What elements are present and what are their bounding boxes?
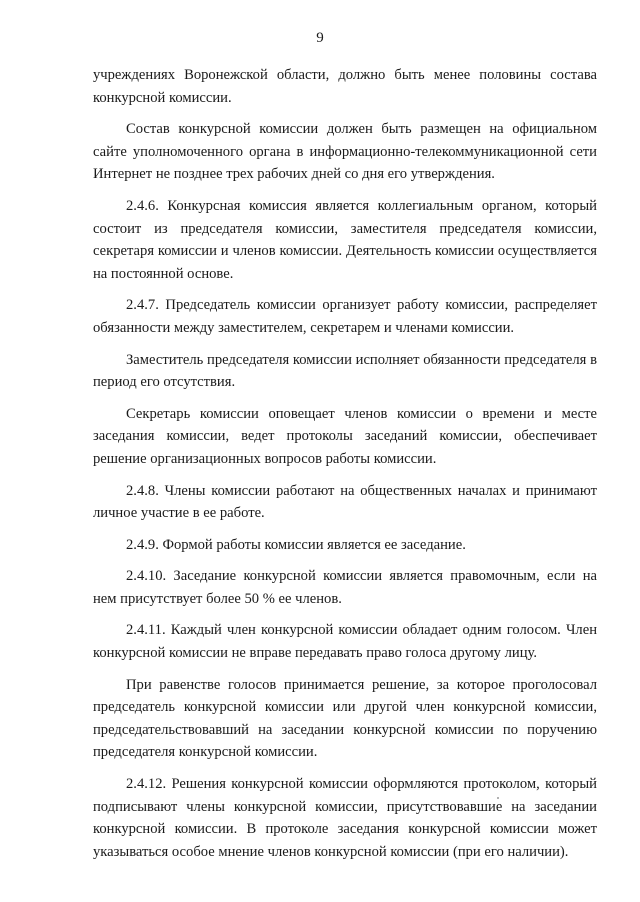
paragraph-continuation: учреждениях Воронежской области, должно быть менее половины состава конкурсной комиссии. bbox=[93, 67, 597, 106]
paragraph-2-4-7: 2.4.7. Председатель комиссии организует работу комиссии, распределяет обязанности между заместителем, секретарем и членами комиссии. bbox=[93, 297, 597, 336]
paragraph-commission-publication: Состав конкурсной комиссии должен быть размещен на официальном сайте уполномоченного органа в информационно-телекоммуникационной сети Интернет не позднее трех рабочих дней со дня его утверждения. bbox=[93, 121, 597, 183]
paragraph-2-4-6: 2.4.6. Конкурсная комиссия является коллегиальным органом, который состоит из председателя комиссии, заместителя председателя комиссии, секретаря комиссии и членов комиссии. Деятельность комиссии осуществляется на постоянной основе. bbox=[93, 197, 597, 282]
paragraph-2-4-8: 2.4.8. Члены комиссии работают на общественных началах и принимают личное участие в ее работе. bbox=[93, 482, 597, 522]
paragraph-2-4-12: 2.4.12. Решения конкурсной комиссии оформляются протоколом, который подписывают члены конкурсной комиссии, присутствовавшие на заседании конкурсной комиссии. В протоколе заседания конкурсной комиссии может указываться особое мнение членов конкурсной комиссии (при его наличии). bbox=[93, 776, 597, 860]
document-body bbox=[93, 64, 597, 872]
paragraph-secretary: Секретарь комиссии оповещает членов комиссии о времени и месте заседания комиссии, ведет протоколы заседаний комиссии, обеспечивает решение организационных вопросов работы комиссии. bbox=[93, 405, 597, 467]
paragraph-deputy-chair: Заместитель председателя комиссии исполняет обязанности председателя в период его отсутствия. bbox=[93, 351, 597, 391]
page-number: 9 bbox=[316, 30, 324, 46]
paragraph-2-4-10: 2.4.10. Заседание конкурсной комиссии является правомочным, если на нем присутствует более 50 % ее членов. bbox=[93, 568, 597, 607]
paragraph-2-4-11: 2.4.11. Каждый член конкурсной комиссии обладает одним голосом. Член конкурсной комиссии не вправе передавать право голоса другому лицу. bbox=[93, 622, 597, 662]
scan-speck bbox=[497, 797, 499, 799]
paragraph-2-4-9: 2.4.9. Формой работы комиссии является ее заседание. bbox=[126, 536, 466, 553]
paragraph-tie-vote: При равенстве голосов принимается решение, за которое проголосовал председатель конкурсной комиссии или другой член конкурсной комиссии, председательствовавший на заседании конкурсной комиссии по поручению председателя конкурсной комиссии. bbox=[93, 676, 597, 761]
